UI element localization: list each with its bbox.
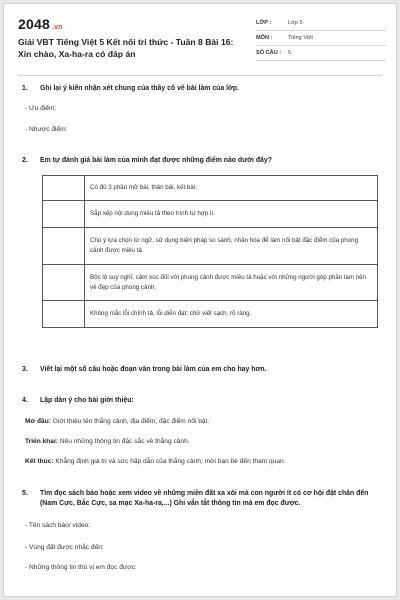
checkbox-cell[interactable] <box>43 201 85 228</box>
question-text: Ghi lại ý kiến nhận xét chung của thầy cô về bài làm của lớp. <box>40 85 240 92</box>
meta-value: 5 <box>288 50 292 56</box>
question-number: 5. <box>22 490 28 497</box>
criteria-text: Sắp xếp nội dung miêu tả theo trình tự hợp lí. <box>85 201 378 228</box>
answer-line-strengths: - Ưu điểm: <box>25 105 57 112</box>
question-number: 2. <box>22 157 28 164</box>
question-number: 4. <box>22 397 28 404</box>
header-divider <box>18 75 382 76</box>
question-text: Em tự đánh giá bài làm của mình đạt được những điểm nào dưới đây? <box>40 157 272 164</box>
checkbox-cell[interactable] <box>43 176 85 201</box>
criteria-text: Bộc lộ suy nghĩ, cảm xúc đối với phong cảnh được miêu tả hoặc với những người góp phần làm nên vẻ đẹp của phong cảnh. <box>85 265 378 301</box>
meta-key: SỐ CÂU : <box>256 50 282 56</box>
site-logo[interactable] <box>18 16 63 32</box>
outline-text: Giới thiệu tên thắng cảnh, địa điểm, đặc điểm nổi bật. <box>50 418 210 425</box>
answer-line-facts: - Những thông tin thú vị em đọc được: <box>25 564 137 571</box>
outline-text: Nêu những thông tin đặc sắc về thắng cảnh. <box>57 438 190 445</box>
criteria-table <box>42 175 378 328</box>
table-row <box>43 265 378 301</box>
meta-key: LỚP : <box>256 20 272 26</box>
question-number: 1. <box>22 85 28 92</box>
question-number: 3. <box>22 366 28 373</box>
question-text: Tìm đọc sách báo hoặc xem video về những miền đất xa xôi mà con người ít có cơ hội đặt chân đến (Nam Cực, Bắc Cực, sa mạc Xa-ha-ra,...) Ghi vắn tắt thông tin mà em đọc được. <box>40 490 369 507</box>
checkbox-cell[interactable] <box>43 228 85 265</box>
meta-row-question-count <box>256 46 386 61</box>
outline-label: Kết thúc: <box>25 458 54 465</box>
criteria-text: Không mắc lỗi chính tả, lỗi diễn đạt; chữ viết sạch, rõ ràng. <box>85 301 378 328</box>
meta-row-class <box>256 16 386 31</box>
meta-row-subject <box>256 31 386 46</box>
outline-closing <box>25 457 286 467</box>
answer-line-region: - Vùng đất được nhắc đến: <box>25 544 104 551</box>
table-row <box>43 301 378 328</box>
outline-text: Khẳng định giá trị và sức hấp dẫn của thắng cảnh; mời bạn bè đến tham quan. <box>53 458 286 465</box>
criteria-text: Có đủ 3 phần mở bài, thân bài, kết bài. <box>85 176 378 201</box>
document-meta <box>256 16 386 61</box>
answer-line-weaknesses: - Nhược điểm: <box>25 126 68 133</box>
outline-label: Triển khai: <box>25 438 58 445</box>
logo-suffix-text: .vn <box>51 24 63 31</box>
question-text: Viết lại một số câu hoặc đoạn văn trong bài làm của em cho hay hơn. <box>40 366 267 373</box>
outline-label: Mở đầu: <box>25 418 51 425</box>
logo-main-text: 2048 <box>18 16 50 32</box>
criteria-text: Chú ý lựa chọn từ ngữ, sử dụng biện pháp so sánh, nhân hóa để làm nổi bật đặc điểm của phong cảnh được miêu tả. <box>85 228 378 265</box>
table-row <box>43 176 378 201</box>
checkbox-cell[interactable] <box>43 301 85 328</box>
meta-key: MÔN : <box>256 35 273 41</box>
question-text: Lập dàn ý cho bài giới thiệu: <box>40 397 134 404</box>
document-header <box>18 16 382 72</box>
table-row <box>43 228 378 265</box>
meta-value: Tiếng Việt <box>288 35 313 41</box>
checkbox-cell[interactable] <box>43 265 85 301</box>
outline-body <box>25 437 190 447</box>
table-row <box>43 201 378 228</box>
document-title: Giải VBT Tiếng Việt 5 Kết nối tri thức - Tuần 8 Bài 16: Xin chào, Xa-ha-ra có đáp án <box>18 37 234 59</box>
meta-value: Lớp 5 <box>288 20 303 26</box>
worksheet-page <box>3 3 397 597</box>
answer-line-source: - Tên sách báo/ video: <box>25 522 91 529</box>
outline-opening <box>25 417 209 427</box>
